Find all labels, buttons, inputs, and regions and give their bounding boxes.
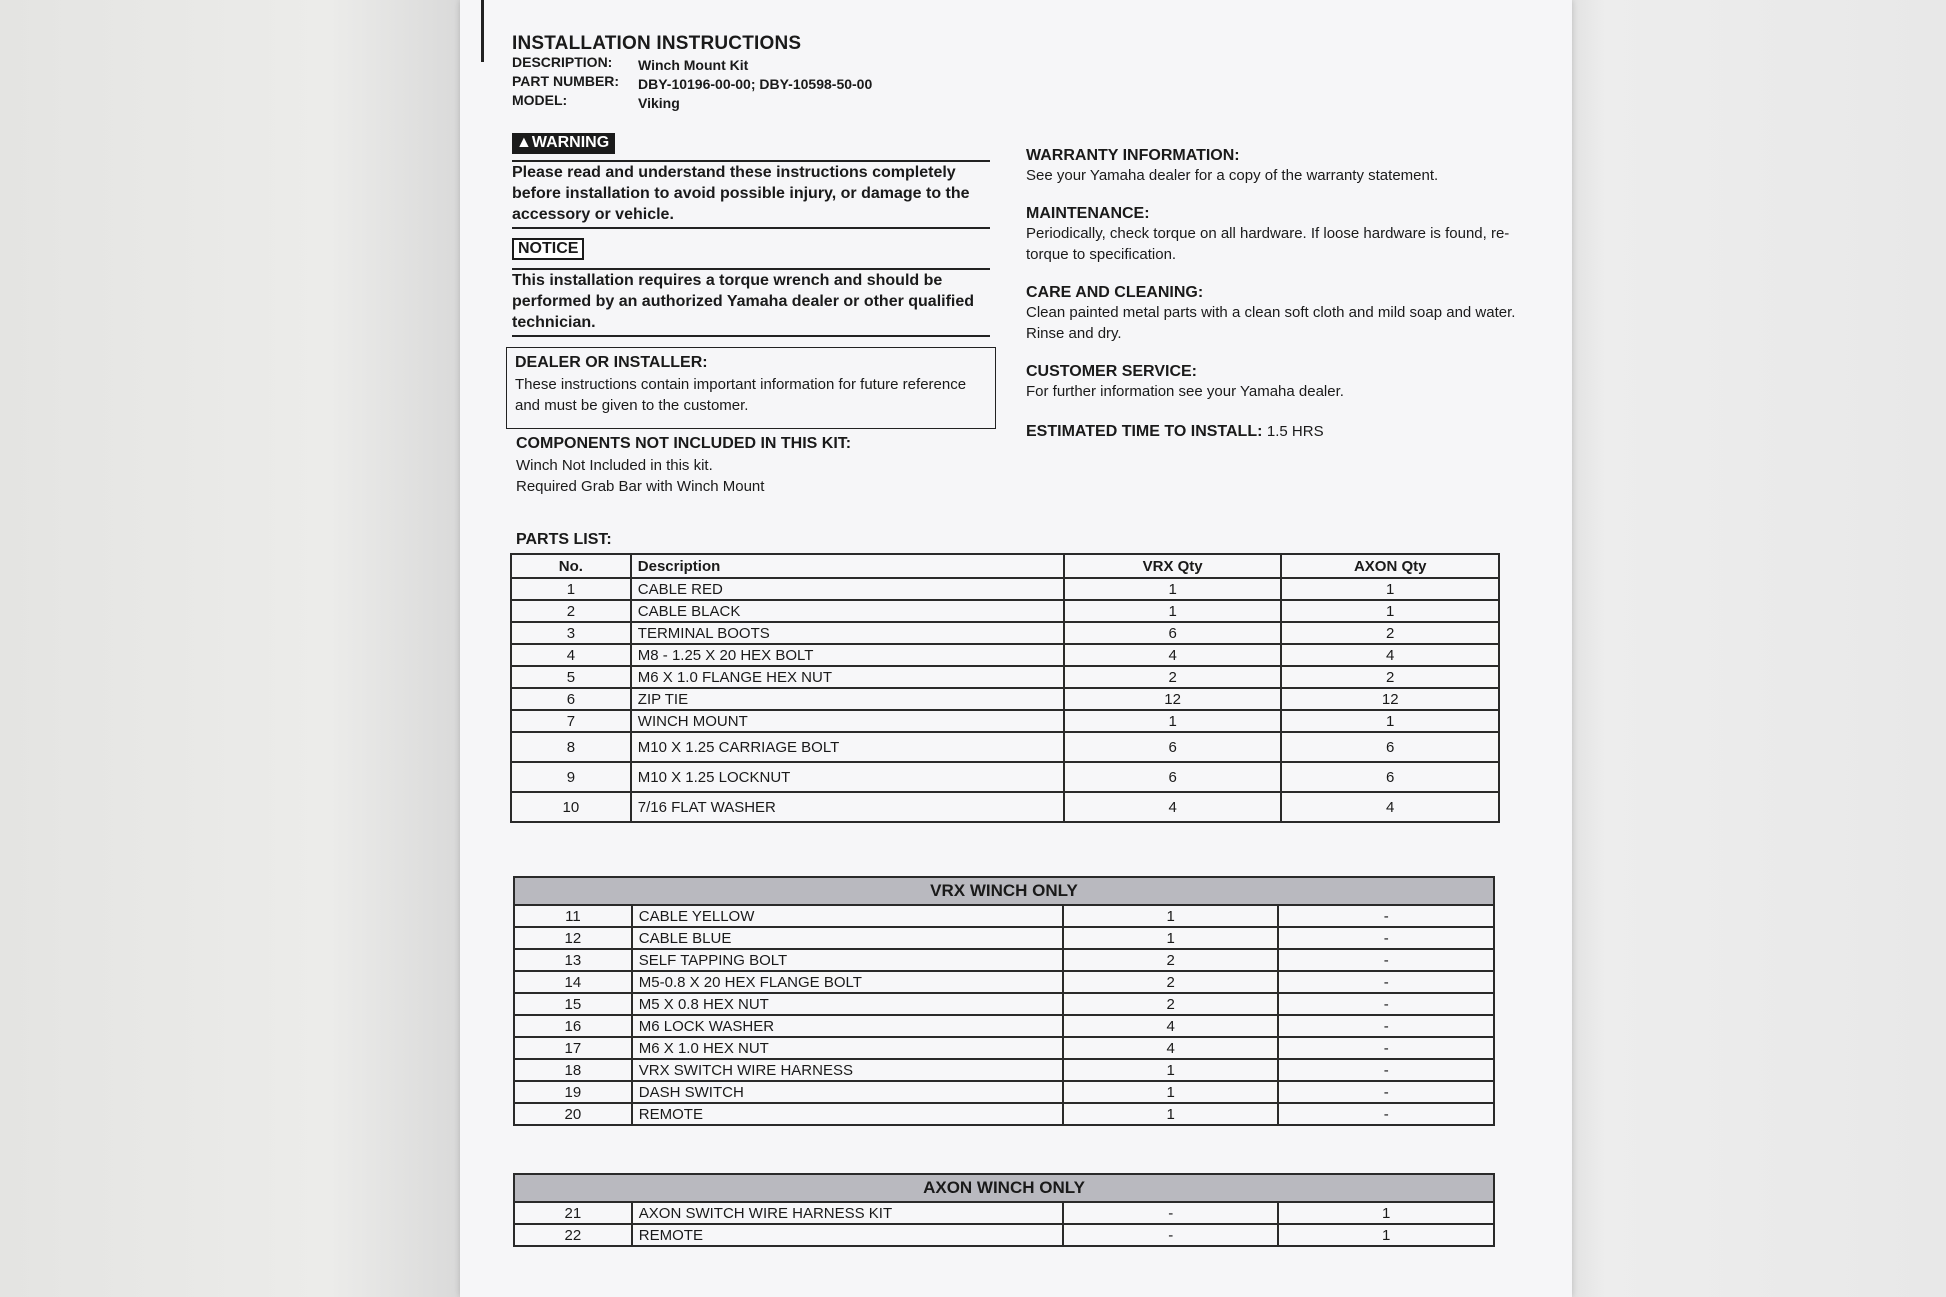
dealer-text: These instructions contain important information for future reference and must be given to the customer. [515,376,967,414]
maintenance-text: Periodically, check torque on all hardware. If loose hardware is found, re-torque to specification. [1026,225,1510,263]
table-row [514,1081,1494,1103]
part-no: 10 [511,792,631,822]
table-row [514,1037,1494,1059]
axon-qty: 1 [1278,1202,1494,1224]
part-no: 5 [511,666,631,688]
model-value: Viking [638,95,680,111]
part-description: M10 X 1.25 LOCKNUT [631,762,1064,792]
vrx-qty: 2 [1063,993,1279,1015]
parts-table-main [510,553,1500,823]
part-number-value: DBY-10196-00-00; DBY-10598-50-00 [638,76,873,92]
part-no: 16 [514,1015,632,1037]
care-heading: CARE AND CLEANING: [1026,284,1204,301]
axon-qty: 1 [1281,710,1499,732]
table-row [511,732,1499,762]
table-row [514,905,1494,927]
part-description: DASH SWITCH [632,1081,1063,1103]
vrx-qty: 1 [1063,1081,1279,1103]
table-row [511,600,1499,622]
part-description: M6 LOCK WASHER [632,1015,1063,1037]
customer-service-text: For further information see your Yamaha dealer. [1026,383,1344,400]
axon-qty: 2 [1281,666,1499,688]
axon-qty: - [1278,927,1494,949]
part-no: 8 [511,732,631,762]
vrx-qty: 4 [1063,1015,1279,1037]
table-row [511,622,1499,644]
part-description: TERMINAL BOOTS [631,622,1064,644]
table-row [511,644,1499,666]
part-description: CABLE RED [631,578,1064,600]
axon-qty: 1 [1281,600,1499,622]
parts-table-axon [513,1173,1495,1247]
maintenance-section [1026,205,1526,265]
part-no: 6 [511,688,631,710]
part-description: REMOTE [632,1103,1063,1125]
table-row [514,1103,1494,1125]
part-description: REMOTE [632,1224,1063,1246]
axon-qty: - [1278,905,1494,927]
part-no: 11 [514,905,632,927]
axon-qty: 4 [1281,644,1499,666]
estimated-time-value: 1.5 HRS [1266,423,1324,440]
background-right [1545,0,1946,1297]
vrx-qty: 1 [1063,1059,1279,1081]
vrx-qty: 12 [1064,688,1282,710]
part-description: M6 X 1.0 FLANGE HEX NUT [631,666,1064,688]
description-label: DESCRIPTION: [512,54,613,70]
part-no: 3 [511,622,631,644]
part-no: 21 [514,1202,632,1224]
table-row [511,710,1499,732]
customer-service-heading: CUSTOMER SERVICE: [1026,363,1197,380]
vrx-qty: 6 [1064,622,1282,644]
axon-qty: 12 [1281,688,1499,710]
part-description: VRX SWITCH WIRE HARNESS [632,1059,1063,1081]
model-label: MODEL: [512,92,568,108]
table-row [514,993,1494,1015]
binder-mark [481,0,484,62]
components-line-2: Required Grab Bar with Winch Mount [516,478,765,495]
warranty-section [1026,147,1526,186]
vrx-qty: 6 [1064,762,1282,792]
background-left [0,0,470,1297]
vrx-qty: 1 [1064,600,1282,622]
components-line-1: Winch Not Included in this kit. [516,457,713,474]
table-row [511,762,1499,792]
part-no: 18 [514,1059,632,1081]
table-row [514,1224,1494,1246]
part-description: ZIP TIE [631,688,1064,710]
part-no: 2 [511,600,631,622]
vrx-band-label: VRX WINCH ONLY [514,877,1494,905]
axon-qty: - [1278,1037,1494,1059]
warning-badge [512,133,615,154]
dealer-box [506,347,996,429]
table-row [514,971,1494,993]
col-header-axon-qty: AXON Qty [1281,554,1499,578]
table-row [511,578,1499,600]
vrx-qty: 2 [1064,666,1282,688]
axon-qty: 6 [1281,732,1499,762]
vrx-band-row [514,877,1494,905]
parts-list-heading: PARTS LIST: [516,531,612,548]
axon-band-label: AXON WINCH ONLY [514,1174,1494,1202]
part-description: 7/16 FLAT WASHER [631,792,1064,822]
vrx-qty: 1 [1063,927,1279,949]
axon-qty: - [1278,993,1494,1015]
warning-triangle-icon: ▲ [516,134,532,151]
vrx-qty: 2 [1063,949,1279,971]
part-no: 1 [511,578,631,600]
notice-bottom-rule [512,335,990,337]
table-row [511,792,1499,822]
part-description: CABLE YELLOW [632,905,1063,927]
part-no: 17 [514,1037,632,1059]
axon-band-row [514,1174,1494,1202]
part-description: WINCH MOUNT [631,710,1064,732]
estimated-time-label: ESTIMATED TIME TO INSTALL: [1026,423,1263,440]
table-row [514,1059,1494,1081]
part-no: 22 [514,1224,632,1246]
table-row [514,1202,1494,1224]
col-header-vrx-qty: VRX Qty [1064,554,1282,578]
document-title: INSTALLATION INSTRUCTIONS [512,33,802,54]
vrx-qty: - [1063,1202,1279,1224]
warning-text: Please read and understand these instructions completely before installation to avoid possible injury, or damage to the accessory or vehicle. [512,164,970,223]
table-header-row [511,554,1499,578]
table-row [514,927,1494,949]
axon-qty: 1 [1281,578,1499,600]
part-no: 9 [511,762,631,792]
axon-qty: - [1278,949,1494,971]
vrx-qty: 2 [1063,971,1279,993]
maintenance-heading: MAINTENANCE: [1026,205,1150,222]
part-no: 4 [511,644,631,666]
part-no: 12 [514,927,632,949]
part-description: CABLE BLACK [631,600,1064,622]
parts-table-vrx [513,876,1495,1126]
axon-qty: 2 [1281,622,1499,644]
part-no: 19 [514,1081,632,1103]
table-row [514,949,1494,971]
warning-badge-text: WARNING [531,134,610,151]
part-description: M5-0.8 X 20 HEX FLANGE BOLT [632,971,1063,993]
part-no: 20 [514,1103,632,1125]
notice-text: This installation requires a torque wrench and should be performed by an authorized Yamaha dealer or other qualified technician. [512,272,975,331]
part-description: SELF TAPPING BOLT [632,949,1063,971]
customer-service-section [1026,363,1526,402]
axon-qty: 1 [1278,1224,1494,1246]
part-no: 14 [514,971,632,993]
table-row [514,1015,1494,1037]
axon-qty: - [1278,1015,1494,1037]
part-no: 7 [511,710,631,732]
vrx-qty: 4 [1064,792,1282,822]
care-section [1026,284,1526,344]
axon-qty: 6 [1281,762,1499,792]
description-value: Winch Mount Kit [638,57,749,73]
vrx-qty: 4 [1063,1037,1279,1059]
axon-qty: - [1278,1081,1494,1103]
warranty-heading: WARRANTY INFORMATION: [1026,147,1240,164]
table-row [511,666,1499,688]
part-description: CABLE BLUE [632,927,1063,949]
axon-qty: 4 [1281,792,1499,822]
part-description: M6 X 1.0 HEX NUT [632,1037,1063,1059]
part-no: 15 [514,993,632,1015]
warranty-text: See your Yamaha dealer for a copy of the warranty statement. [1026,167,1439,184]
part-description: AXON SWITCH WIRE HARNESS KIT [632,1202,1063,1224]
dealer-heading: DEALER OR INSTALLER: [515,354,708,371]
warning-bottom-rule [512,227,990,229]
axon-qty: - [1278,1103,1494,1125]
part-number-label: PART NUMBER: [512,73,620,89]
table-row [511,688,1499,710]
vrx-qty: 1 [1064,578,1282,600]
axon-qty: - [1278,1059,1494,1081]
components-heading: COMPONENTS NOT INCLUDED IN THIS KIT: [516,435,852,452]
vrx-qty: 6 [1064,732,1282,762]
vrx-qty: 1 [1063,1103,1279,1125]
vrx-qty: 1 [1063,905,1279,927]
part-description: M10 X 1.25 CARRIAGE BOLT [631,732,1064,762]
vrx-qty: - [1063,1224,1279,1246]
axon-qty: - [1278,971,1494,993]
part-no: 13 [514,949,632,971]
part-description: M5 X 0.8 HEX NUT [632,993,1063,1015]
vrx-qty: 4 [1064,644,1282,666]
estimated-time [1026,421,1324,442]
col-header-description: Description [631,554,1064,578]
vrx-qty: 1 [1064,710,1282,732]
col-header-no: No. [511,554,631,578]
care-text: Clean painted metal parts with a clean soft cloth and mild soap and water. Rinse and dry. [1026,304,1516,342]
part-description: M8 - 1.25 X 20 HEX BOLT [631,644,1064,666]
notice-badge: NOTICE [512,238,584,260]
